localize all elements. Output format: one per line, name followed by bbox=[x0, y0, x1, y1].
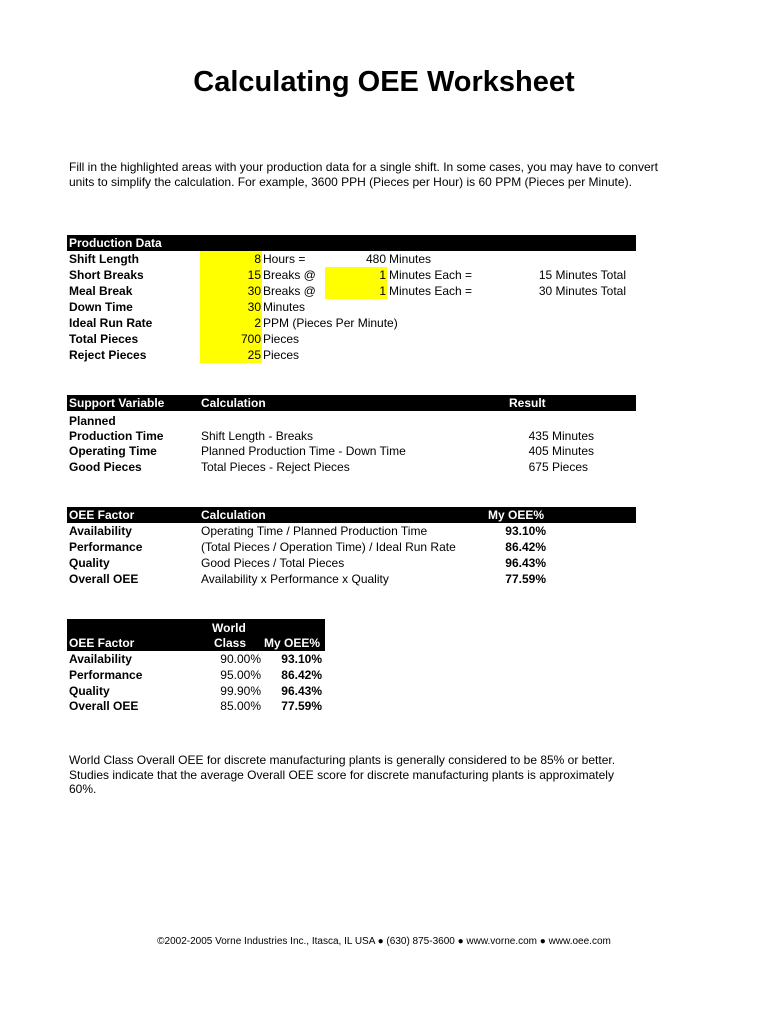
input-reject-pieces[interactable]: 25 bbox=[200, 347, 262, 363]
compare-col-world-line1: World bbox=[212, 621, 246, 635]
row-down-time bbox=[0, 299, 768, 315]
input-total-pieces[interactable]: 700 bbox=[200, 331, 262, 347]
unit-total-pieces: Pieces bbox=[263, 332, 300, 346]
oee-col-factor: OEE Factor bbox=[69, 508, 135, 522]
closing-text: World Class Overall OEE for discrete manufacturing plants is generally considered to be 85% or better. Studies indicate that the average Overall OEE score for discrete manufacturing plants is approximately 60%. bbox=[69, 753, 616, 796]
oee-col-calculation: Calculation bbox=[201, 508, 266, 522]
row-ideal-run-rate bbox=[0, 315, 768, 331]
oee-value-availability: 93.10% bbox=[505, 524, 546, 538]
shift-minutes-unit: Minutes bbox=[389, 252, 432, 266]
support-label-planned-line1: Planned bbox=[69, 414, 116, 428]
short-breaks-total: 15 Minutes Total bbox=[538, 268, 626, 282]
unit-down-time: Minutes bbox=[263, 300, 306, 314]
oee-row-overall bbox=[0, 571, 768, 587]
support-calc-planned: Shift Length - Breaks bbox=[201, 429, 314, 443]
support-row-planned-2 bbox=[0, 428, 768, 444]
oee-col-my: My OEE% bbox=[488, 508, 545, 522]
compare-row-overall bbox=[0, 698, 768, 714]
support-row-good bbox=[0, 459, 768, 475]
compare-my-overall: 77.59% bbox=[281, 699, 322, 713]
support-label-operating: Operating Time bbox=[69, 444, 157, 458]
support-calc-operating: Planned Production Time - Down Time bbox=[201, 444, 406, 458]
support-col-variable: Support Variable bbox=[69, 396, 165, 410]
row-short-breaks bbox=[0, 267, 768, 283]
compare-label-quality: Quality bbox=[69, 684, 110, 698]
unit-meal-break-minutes: Minutes Each = bbox=[389, 284, 473, 298]
label-short-breaks: Short Breaks bbox=[69, 268, 144, 282]
production-data-title: Production Data bbox=[69, 236, 162, 250]
compare-world-performance: 95.00% bbox=[220, 668, 261, 682]
unit-short-break-minutes: Minutes Each = bbox=[389, 268, 473, 282]
support-row-planned bbox=[0, 413, 768, 429]
oee-calc-overall: Availability x Performance x Quality bbox=[201, 572, 389, 586]
input-meal-break-minutes[interactable]: 1 bbox=[325, 283, 387, 299]
compare-col-factor: OEE Factor bbox=[69, 636, 135, 650]
unit-short-breaks: Breaks @ bbox=[263, 268, 316, 282]
meal-break-total: 30 Minutes Total bbox=[538, 284, 626, 298]
row-total-pieces bbox=[0, 331, 768, 347]
unit-shift-length: Hours = bbox=[263, 252, 306, 266]
row-meal-break bbox=[0, 283, 768, 299]
oee-header bbox=[67, 507, 636, 523]
input-meal-break[interactable]: 30 bbox=[200, 283, 262, 299]
oee-row-availability bbox=[0, 523, 768, 539]
compare-world-quality: 99.90% bbox=[220, 684, 261, 698]
compare-col-my: My OEE% bbox=[264, 636, 321, 650]
row-shift-length bbox=[0, 251, 768, 267]
oee-calc-availability: Operating Time / Planned Production Time bbox=[201, 524, 428, 538]
oee-calc-performance: (Total Pieces / Operation Time) / Ideal Run Rate bbox=[201, 540, 456, 554]
compare-label-performance: Performance bbox=[69, 668, 143, 682]
label-meal-break: Meal Break bbox=[69, 284, 133, 298]
support-header bbox=[67, 395, 636, 411]
oee-label-quality: Quality bbox=[69, 556, 110, 570]
label-down-time: Down Time bbox=[69, 300, 133, 314]
compare-row-quality bbox=[0, 683, 768, 699]
intro-text: Fill in the highlighted areas with your production data for a single shift. In some cases, you may have to convert units to simplify the calculation. For example, 3600 PPH (Pieces per Hour) is 60 PPM (Pieces per Minute). bbox=[69, 160, 658, 189]
compare-my-performance: 86.42% bbox=[281, 668, 322, 682]
compare-world-availability: 90.00% bbox=[220, 652, 261, 666]
compare-col-world-line2: Class bbox=[214, 636, 247, 650]
input-down-time[interactable]: 30 bbox=[200, 299, 262, 315]
oee-calc-quality: Good Pieces / Total Pieces bbox=[201, 556, 345, 570]
input-short-break-minutes[interactable]: 1 bbox=[325, 267, 387, 283]
support-col-result: Result bbox=[509, 396, 546, 410]
label-total-pieces: Total Pieces bbox=[69, 332, 139, 346]
unit-reject-pieces: Pieces bbox=[263, 348, 300, 362]
compare-header bbox=[67, 619, 325, 651]
oee-value-performance: 86.42% bbox=[505, 540, 546, 554]
compare-my-quality: 96.43% bbox=[281, 684, 322, 698]
support-label-good: Good Pieces bbox=[69, 460, 142, 474]
row-reject-pieces bbox=[0, 347, 768, 363]
unit-ideal-run-rate: PPM (Pieces Per Minute) bbox=[263, 316, 398, 330]
input-short-breaks[interactable]: 15 bbox=[200, 267, 262, 283]
label-shift-length: Shift Length bbox=[69, 252, 139, 266]
support-row-operating bbox=[0, 443, 768, 459]
oee-value-overall: 77.59% bbox=[505, 572, 546, 586]
oee-label-performance: Performance bbox=[69, 540, 143, 554]
input-shift-length[interactable]: 8 bbox=[200, 251, 262, 267]
label-ideal-run-rate: Ideal Run Rate bbox=[69, 316, 153, 330]
compare-label-availability: Availability bbox=[69, 652, 132, 666]
support-col-calculation: Calculation bbox=[201, 396, 266, 410]
support-calc-good: Total Pieces - Reject Pieces bbox=[201, 460, 350, 474]
oee-row-quality bbox=[0, 555, 768, 571]
oee-row-performance bbox=[0, 539, 768, 555]
shift-minutes-value: 480 bbox=[365, 252, 386, 266]
input-ideal-run-rate[interactable]: 2 bbox=[200, 315, 262, 331]
support-label-planned-line2: Production Time bbox=[69, 429, 164, 443]
support-result-operating: 405 Minutes bbox=[528, 444, 594, 458]
compare-world-overall: 85.00% bbox=[220, 699, 261, 713]
compare-row-availability bbox=[0, 651, 768, 667]
compare-my-availability: 93.10% bbox=[281, 652, 322, 666]
page-title: Calculating OEE Worksheet bbox=[193, 66, 575, 98]
production-data-header bbox=[67, 235, 636, 251]
oee-value-quality: 96.43% bbox=[505, 556, 546, 570]
compare-row-performance bbox=[0, 667, 768, 683]
label-reject-pieces: Reject Pieces bbox=[69, 348, 147, 362]
oee-label-availability: Availability bbox=[69, 524, 132, 538]
compare-label-overall: Overall OEE bbox=[69, 699, 139, 713]
footer-text: ©2002-2005 Vorne Industries Inc., Itasca, IL USA ● (630) 875-3600 ● www.vorne.com ● www.oee.com bbox=[157, 936, 611, 947]
support-result-planned: 435 Minutes bbox=[528, 429, 594, 443]
unit-meal-break: Breaks @ bbox=[263, 284, 316, 298]
oee-label-overall: Overall OEE bbox=[69, 572, 139, 586]
support-result-good: 675 Pieces bbox=[528, 460, 588, 474]
